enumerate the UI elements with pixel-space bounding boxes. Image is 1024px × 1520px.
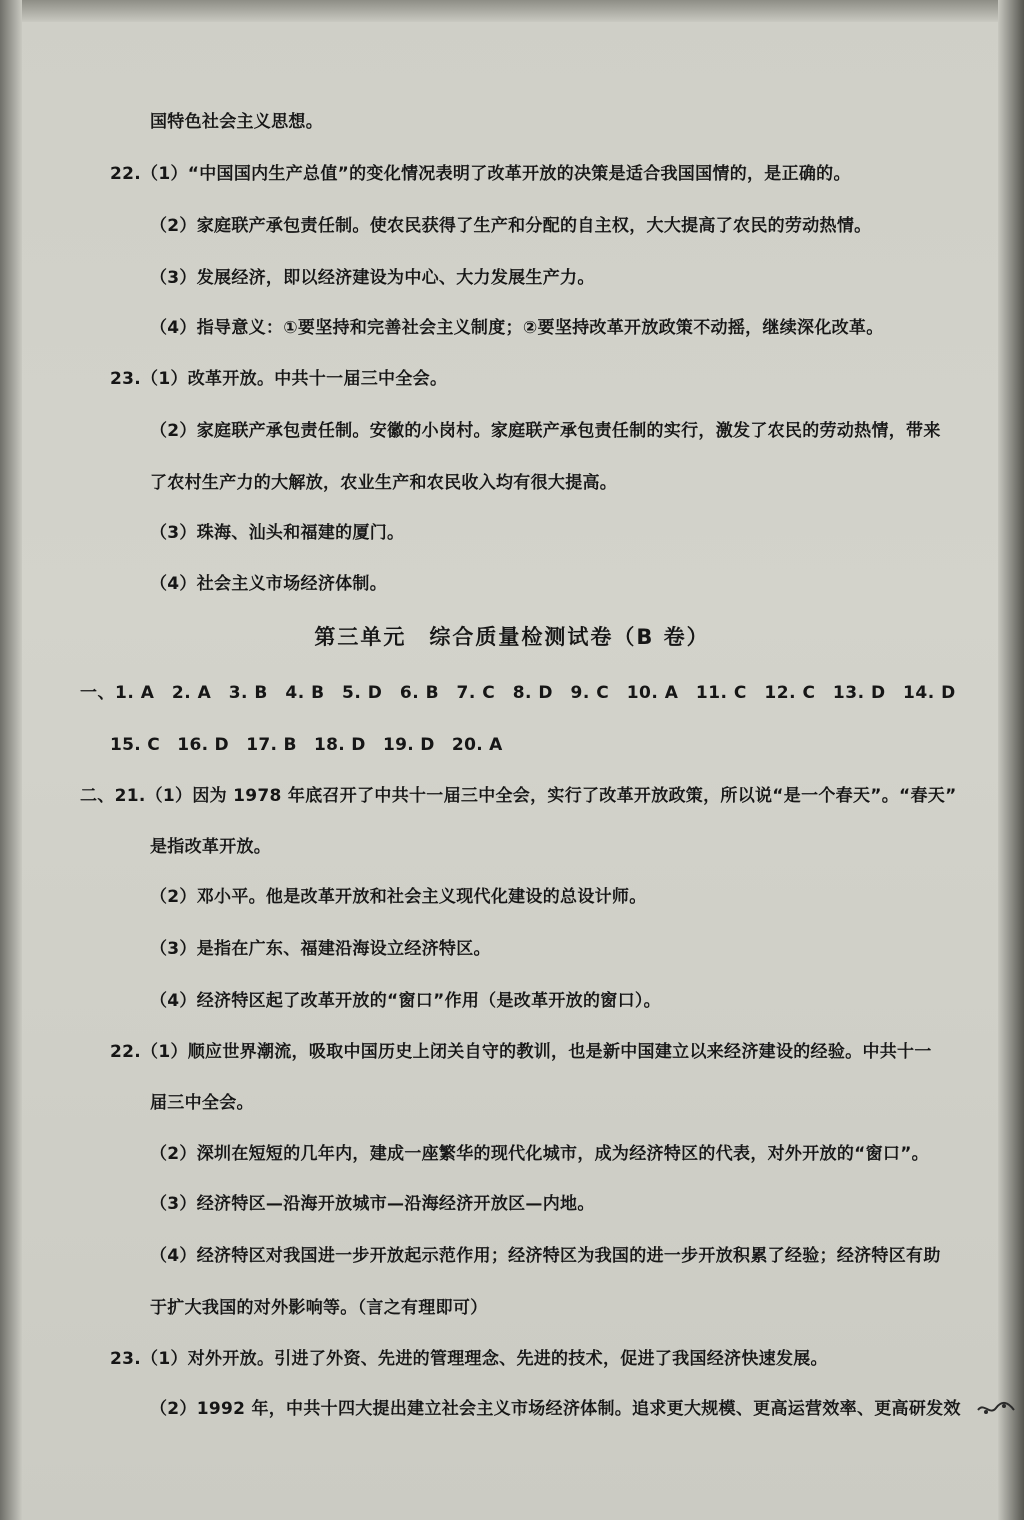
answer-line: （3）发展经济，即以经济建设为中心、大力发展生产力。 (150, 268, 595, 288)
section-title: 第三单元 综合质量检测试卷（B 卷） (314, 625, 710, 649)
multiple-choice-answers: 15. C 16. D 17. B 18. D 19. D 20. A (110, 735, 503, 755)
answer-line: 二、21.（1）因为 1978 年底召开了中共十一届三中全会，实行了改革开放政策，所以说“是一个春天”。“春天” (80, 786, 957, 806)
answer-line: （2）家庭联产承包责任制。使农民获得了生产和分配的自主权，大大提高了农民的劳动热情。 (150, 216, 872, 236)
answer-line: （2）邓小平。他是改革开放和社会主义现代化建设的总设计师。 (150, 887, 647, 907)
answer-line: （2）1992 年，中共十四大提出建立社会主义市场经济体制。追求更大规模、更高运营效率、更高研发效 (150, 1399, 961, 1419)
answer-line: 23.（1）改革开放。中共十一届三中全会。 (110, 369, 448, 389)
answer-line: （2）家庭联产承包责任制。安徽的小岗村。家庭联产承包责任制的实行，激发了农民的劳动热情，带来 (150, 421, 941, 441)
answer-line: 是指改革开放。 (150, 837, 272, 857)
answer-line: 于扩大我国的对外影响等。（言之有理即可） (150, 1298, 488, 1318)
page-right-shadow (998, 0, 1024, 1520)
page-left-shadow (0, 0, 22, 1520)
answer-line: （3）经济特区—沿海开放城市—沿海经济开放区—内地。 (150, 1194, 595, 1214)
answer-line: 23.（1）对外开放。引进了外资、先进的管理理念、先进的技术，促进了我国经济快速发展。 (110, 1349, 828, 1369)
page-top-shadow (0, 0, 1024, 22)
answer-line: （3）珠海、汕头和福建的厦门。 (150, 523, 405, 543)
decorative-flourish-icon (976, 1396, 1016, 1420)
answer-line: 国特色社会主义思想。 (150, 112, 323, 132)
answer-line: 22.（1）“中国国内生产总值”的变化情况表明了改革开放的决策是适合我国国情的，是正确的。 (110, 164, 851, 184)
answer-line: 届三中全会。 (150, 1093, 254, 1113)
answer-line: （4）指导意义：①要坚持和完善社会主义制度；②要坚持改革开放政策不动摇，继续深化改革。 (150, 318, 884, 338)
answer-line: 了农村生产力的大解放，农业生产和农民收入均有很大提高。 (150, 473, 618, 493)
multiple-choice-answers: 一、1. A 2. A 3. B 4. B 5. D 6. B 7. C 8. D 9. C 10. A 11. C 12. C 13. D 14. D (80, 683, 956, 703)
answer-line: （4）社会主义市场经济体制。 (150, 574, 388, 594)
answer-line: （2）深圳在短短的几年内，建成一座繁华的现代化城市，成为经济特区的代表，对外开放的“窗口”。 (150, 1144, 929, 1164)
answer-line: 22.（1）顺应世界潮流，吸取中国历史上闭关自守的教训，也是新中国建立以来经济建设的经验。中共十一 (110, 1042, 932, 1062)
answer-line: （4）经济特区起了改革开放的“窗口”作用（是改革开放的窗口）。 (150, 991, 661, 1011)
answer-line: （4）经济特区对我国进一步开放起示范作用；经济特区为我国的进一步开放积累了经验；经济特区有助 (150, 1246, 941, 1266)
answer-line: （3）是指在广东、福建沿海设立经济特区。 (150, 939, 491, 959)
